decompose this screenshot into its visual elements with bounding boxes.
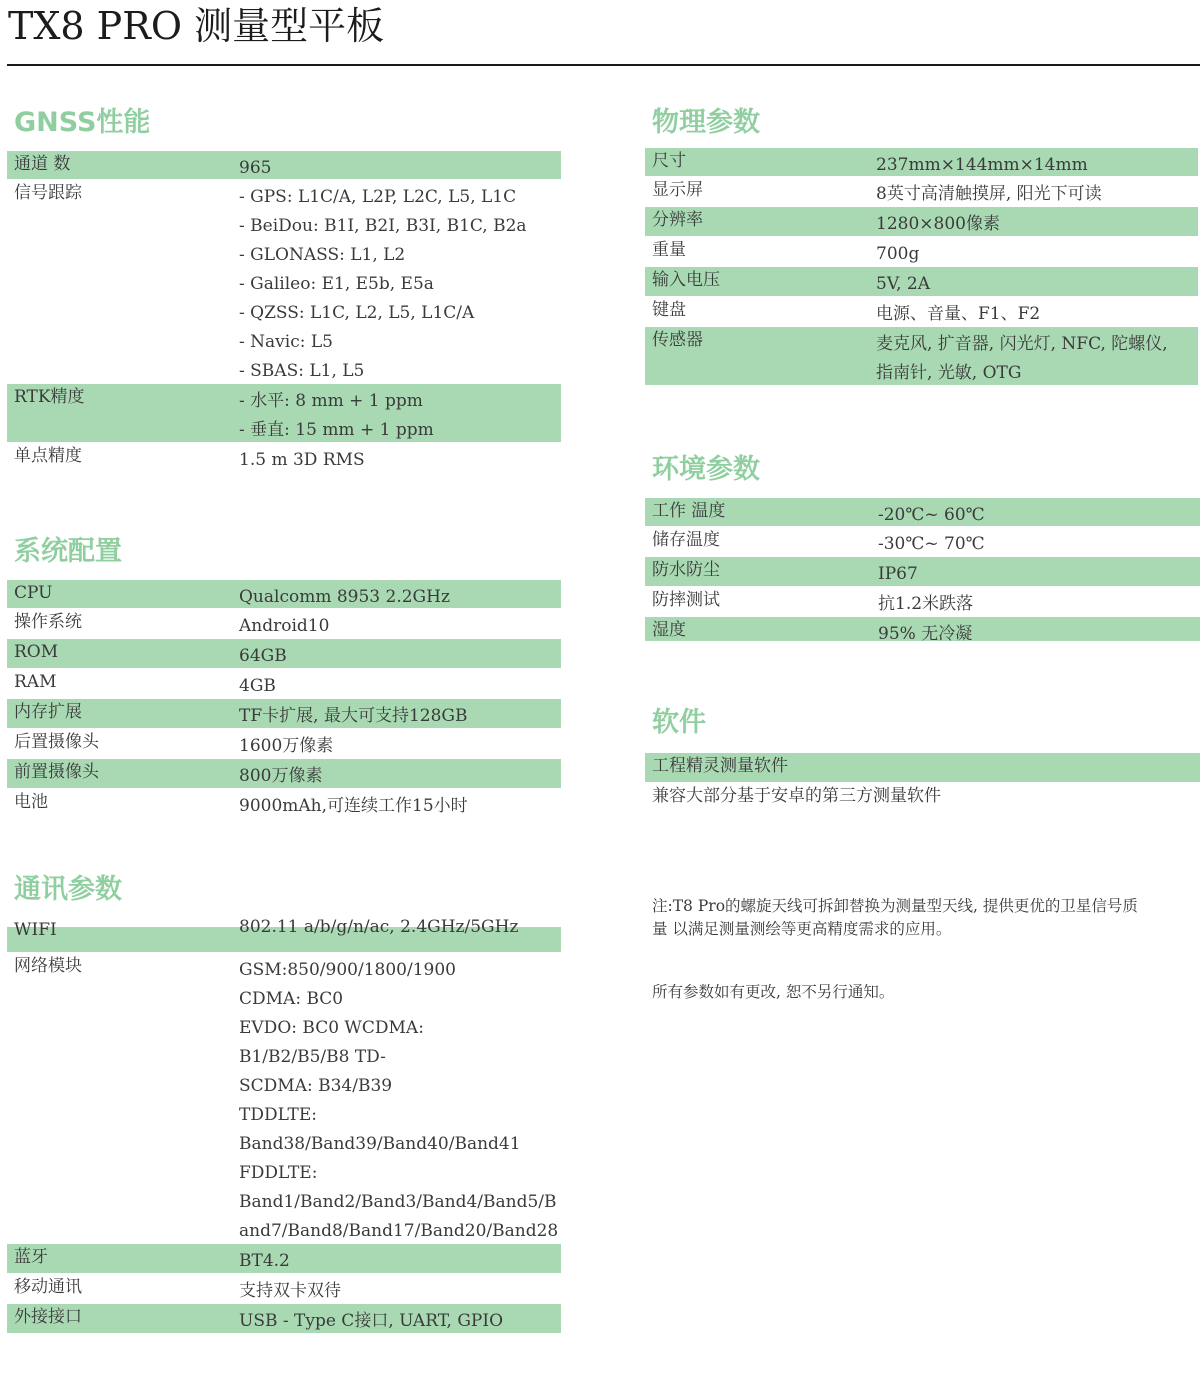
environment-row — [645, 498, 1200, 526]
physical-value — [876, 210, 1000, 239]
comm-value-line: SCDMA: B34/B39 — [239, 1076, 393, 1096]
antenna-note — [652, 895, 1192, 941]
physical-row — [645, 297, 1198, 326]
comm-value-line: B1/B2/B5/B8 TD- — [239, 1047, 386, 1067]
gnss-value-line: - GPS: L1C/A, L2P, L2C, L5, L1C — [239, 187, 517, 207]
gnss-value-line: - GLONASS: L1, L2 — [239, 245, 406, 265]
comm-row — [7, 917, 561, 952]
gnss-heading: GNSS性能 — [14, 107, 151, 138]
gnss-label: 通道 数 — [14, 154, 71, 174]
comm-value-line: 支持双卡双待 — [239, 1281, 341, 1301]
physical-label: 尺寸 — [652, 151, 686, 171]
system-row — [7, 699, 561, 728]
environment-row — [645, 617, 1200, 644]
comm-heading: 通讯参数 — [14, 874, 122, 905]
gnss-value — [239, 154, 271, 183]
physical-label: 重量 — [652, 240, 686, 260]
gnss-value-line: - BeiDou: B1I, B2I, B3I, B1C, B2a — [239, 216, 527, 236]
physical-value-line: 电源、音量、F1、F2 — [876, 304, 1041, 324]
gnss-row — [7, 384, 561, 442]
system-heading: 系统配置 — [14, 536, 122, 567]
comm-value-line: and7/Band8/Band17/Band20/Band28 — [239, 1221, 559, 1241]
physical-value-line: 8英寸高清触摸屏, 阳光下可读 — [876, 184, 1102, 204]
software-label: 工程精灵测量软件 — [652, 756, 788, 776]
physical-heading: 物理参数 — [652, 107, 760, 138]
system-label: RAM — [14, 672, 57, 692]
physical-value — [876, 270, 930, 299]
system-value — [239, 612, 329, 641]
environment-row — [645, 587, 1200, 616]
environment-label: 工作 温度 — [652, 501, 726, 521]
comm-row — [7, 1244, 561, 1273]
physical-value-line: 237mm×144mm×14mm — [876, 155, 1088, 175]
gnss-value-line: - SBAS: L1, L5 — [239, 361, 365, 381]
comm-value-line: FDDLTE: — [239, 1163, 318, 1183]
comm-row — [7, 1304, 561, 1333]
system-label: CPU — [14, 583, 53, 603]
comm-value-line: CDMA: BC0 — [239, 989, 344, 1009]
page-title: TX8 PRO 测量型平板 — [8, 4, 385, 48]
system-value-line: Qualcomm 8953 2.2GHz — [239, 587, 450, 607]
physical-row — [645, 148, 1198, 176]
physical-row — [645, 327, 1198, 385]
gnss-value — [239, 183, 527, 386]
gnss-value-line: - 垂直: 15 mm + 1 ppm — [239, 420, 434, 440]
environment-label: 防摔测试 — [652, 590, 720, 610]
physical-value-line: 5V, 2A — [876, 274, 931, 294]
system-label: 电池 — [14, 792, 48, 812]
software-label: 兼容大部分基于安卓的第三方测量软件 — [652, 786, 941, 806]
environment-value — [878, 560, 918, 589]
comm-value-line: GSM:850/900/1800/1900 — [239, 960, 456, 980]
gnss-label: 信号跟踪 — [14, 183, 82, 203]
physical-row — [645, 267, 1198, 296]
comm-value-line: TDDLTE: — [239, 1105, 317, 1125]
disclaimer-note: 所有参数如有更改, 恕不另行通知。 — [652, 983, 895, 1001]
comm-label: WIFI — [14, 920, 57, 940]
comm-value — [239, 1277, 341, 1306]
gnss-value-line: - Navic: L5 — [239, 332, 333, 352]
gnss-value-line: - 水平: 8 mm + 1 ppm — [239, 391, 423, 411]
system-value-line: 4GB — [239, 676, 276, 696]
physical-value — [876, 330, 1168, 388]
comm-row — [7, 1274, 561, 1303]
system-value — [239, 732, 333, 761]
gnss-row — [7, 151, 561, 179]
gnss-value-line: - Galileo: E1, E5b, E5a — [239, 274, 434, 294]
system-value — [239, 642, 287, 671]
physical-row — [645, 207, 1198, 236]
environment-value-line: -30℃~ 70℃ — [878, 534, 985, 554]
system-value-line: 800万像素 — [239, 766, 323, 786]
comm-row — [7, 953, 561, 1243]
physical-label: 显示屏 — [652, 180, 703, 200]
comm-label: 外接接口 — [14, 1307, 82, 1327]
system-value-line: TF卡扩展, 最大可支持128GB — [239, 706, 468, 726]
system-row — [7, 609, 561, 638]
system-value-line: 64GB — [239, 646, 287, 666]
comm-value-line: Band38/Band39/Band40/Band41 — [239, 1134, 521, 1154]
physical-label: 分辨率 — [652, 210, 703, 230]
system-value — [239, 672, 276, 701]
system-row — [7, 759, 561, 788]
comm-value-line: USB - Type C接口, UART, GPIO — [239, 1311, 504, 1331]
comm-value-line: 802.11 a/b/g/n/ac, 2.4GHz/5GHz — [239, 917, 519, 937]
environment-value — [878, 590, 973, 619]
physical-value-line: 指南针, 光敏, OTG — [876, 363, 1022, 383]
environment-value — [878, 620, 972, 649]
comm-value-line: EVDO: BC0 WCDMA: — [239, 1018, 424, 1038]
environment-row — [645, 557, 1200, 586]
gnss-value — [239, 446, 365, 475]
system-label: ROM — [14, 642, 59, 662]
system-label: 操作系统 — [14, 612, 82, 632]
physical-value — [876, 300, 1040, 329]
antenna-note-line: 量 以满足测量测绘等更高精度需求的应用。 — [652, 920, 952, 938]
system-value-line: 1600万像素 — [239, 736, 334, 756]
system-row — [7, 580, 561, 608]
system-value-line: Android10 — [239, 616, 330, 636]
system-row — [7, 639, 561, 668]
comm-value — [239, 956, 558, 1246]
comm-value-line: Band1/Band2/Band3/Band4/Band5/B — [239, 1192, 557, 1212]
physical-row — [645, 177, 1198, 206]
system-row — [7, 669, 561, 698]
system-value — [239, 583, 450, 612]
system-label: 前置摄像头 — [14, 762, 99, 782]
software-row — [645, 753, 1200, 782]
environment-label: 湿度 — [652, 620, 686, 640]
physical-label: 键盘 — [652, 300, 686, 320]
software-heading: 软件 — [652, 707, 706, 738]
title-divider — [7, 64, 1200, 66]
physical-label: 传感器 — [652, 330, 703, 350]
antenna-note-line: 注:T8 Pro的螺旋天线可拆卸替换为测量型天线, 提供更优的卫星信号质 — [652, 897, 1138, 915]
system-label: 后置摄像头 — [14, 732, 99, 752]
comm-label: 移动通讯 — [14, 1277, 82, 1297]
system-value — [239, 762, 322, 791]
physical-value — [876, 240, 919, 269]
system-label: 内存扩展 — [14, 702, 82, 722]
physical-value-line: 1280×800像素 — [876, 214, 1000, 234]
physical-label: 输入电压 — [652, 270, 720, 290]
environment-row — [645, 527, 1200, 556]
physical-value — [876, 151, 1088, 180]
environment-heading: 环境参数 — [652, 454, 760, 485]
environment-value-line: -20℃~ 60℃ — [878, 505, 985, 525]
physical-value-line: 700g — [876, 244, 920, 264]
physical-value-line: 麦克风, 扩音器, 闪光灯, NFC, 陀螺仪, — [876, 334, 1168, 354]
environment-label: 防水防尘 — [652, 560, 720, 580]
physical-row — [645, 237, 1198, 266]
system-value — [239, 792, 468, 821]
gnss-label: 单点精度 — [14, 446, 82, 466]
system-value-line: 9000mAh,可连续工作15小时 — [239, 796, 468, 816]
environment-value-line: 抗1.2米跌落 — [878, 594, 974, 614]
gnss-label: RTK精度 — [14, 387, 85, 407]
system-row — [7, 729, 561, 758]
environment-label: 储存温度 — [652, 530, 720, 550]
gnss-row — [7, 180, 561, 383]
comm-label: 网络模块 — [14, 956, 82, 976]
software-row — [645, 783, 1200, 812]
environment-value — [878, 501, 985, 530]
gnss-value-line: 1.5 m 3D RMS — [239, 450, 365, 470]
gnss-value-line: 965 — [239, 158, 272, 178]
physical-value — [876, 180, 1102, 209]
environment-value — [878, 530, 985, 559]
comm-value — [239, 1307, 503, 1336]
gnss-row — [7, 443, 561, 472]
comm-label: 蓝牙 — [14, 1247, 48, 1267]
system-value — [239, 702, 467, 731]
comm-value — [239, 1247, 290, 1276]
environment-value-line: IP67 — [878, 564, 918, 584]
gnss-value — [239, 387, 434, 445]
system-row — [7, 789, 561, 818]
gnss-value-line: - QZSS: L1C, L2, L5, L1C/A — [239, 303, 475, 323]
comm-value — [239, 913, 518, 942]
comm-value-line: BT4.2 — [239, 1251, 290, 1271]
environment-value-line: 95% 无冷凝 — [878, 624, 973, 644]
